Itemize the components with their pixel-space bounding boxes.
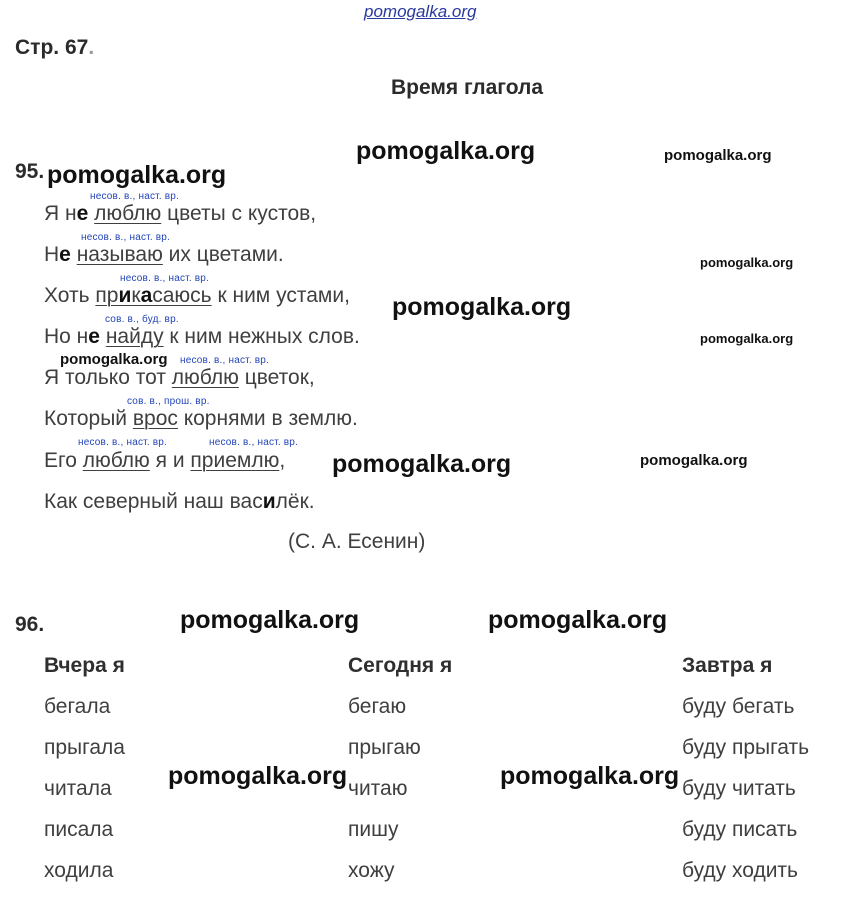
table-cell: буду ходить [682, 859, 798, 882]
poem-line-3: Хоть прикасаюсь к ним устами, [44, 284, 350, 307]
exercise-96-number: 96. [15, 613, 45, 636]
verb: приемлю [190, 449, 280, 472]
poem-line-2: Не называю их цветами. [44, 243, 284, 266]
watermark: pomogalka.org [392, 293, 572, 321]
watermark: pomogalka.org [664, 147, 772, 164]
watermark: pomogalka.org [332, 450, 512, 478]
verb: люблю [82, 449, 150, 472]
table-cell: буду писать [682, 818, 798, 841]
verb: найду [105, 325, 164, 348]
section-title: Время глагола [391, 76, 544, 99]
poem-line-1: Я не люблю цветы с кустов, [44, 202, 317, 225]
grammar-annotation: несов. в., наст. вр. [81, 232, 171, 243]
verb: люблю [94, 202, 162, 225]
watermark: pomogalka.org [168, 762, 348, 790]
table-cell: буду прыгать [682, 736, 810, 759]
table-cell: ходила [44, 859, 114, 882]
table-cell: читала [44, 777, 112, 800]
watermark: pomogalka.org [700, 255, 794, 270]
poem-line-6: Который врос корнями в землю. [44, 407, 358, 430]
poem-author: (С. А. Есенин) [288, 530, 426, 553]
poem-line-8: Как северный наш василёк. [44, 490, 315, 513]
verb: люблю [171, 366, 239, 389]
grammar-annotation: сов. в., буд. вр. [105, 314, 179, 325]
page-label: Стр. 67 [15, 36, 89, 59]
verb: называю [76, 243, 163, 266]
grammar-annotation: сов. в., прош. вр. [127, 396, 210, 407]
watermark: pomogalka.org [500, 762, 680, 790]
watermark: pomogalka.org [60, 351, 168, 368]
exercise-95-number: 95. [15, 160, 45, 183]
watermark: pomogalka.org [700, 331, 794, 346]
grammar-annotation: несов. в., наст. вр. [209, 437, 299, 448]
column-header: Сегодня я [348, 654, 453, 677]
watermark: pomogalka.org [640, 452, 748, 469]
table-cell: буду читать [682, 777, 796, 800]
watermark: pomogalka.org [356, 137, 536, 165]
table-cell: бегаю [348, 695, 407, 718]
grammar-annotation: несов. в., наст. вр. [78, 437, 168, 448]
table-cell: прыгала [44, 736, 125, 759]
table-cell: пишу [348, 818, 399, 841]
verb: врос [132, 407, 178, 430]
grammar-annotation: несов. в., наст. вр. [180, 355, 270, 366]
table-cell: буду бегать [682, 695, 795, 718]
table-cell: бегала [44, 695, 111, 718]
watermark: pomogalka.org [488, 606, 668, 634]
grammar-annotation: несов. в., наст. вр. [90, 191, 180, 202]
verb: прикасаюсь [95, 284, 212, 307]
site-link[interactable]: pomogalka.org [364, 2, 477, 21]
page-number [15, 36, 94, 60]
table-cell: читаю [348, 777, 408, 800]
grammar-annotation: несов. в., наст. вр. [120, 273, 210, 284]
watermark: pomogalka.org [47, 161, 227, 189]
table-cell: писала [44, 818, 114, 841]
poem-line-5: Я только тот люблю цветок, [44, 366, 315, 389]
poem-line-4: Но не найду к ним нежных слов. [44, 325, 360, 348]
table-cell: хожу [348, 859, 395, 882]
table-cell: прыгаю [348, 736, 421, 759]
watermark: pomogalka.org [180, 606, 360, 634]
page-dot: . [88, 36, 95, 59]
column-header: Завтра я [682, 654, 773, 677]
column-header: Вчера я [44, 654, 125, 677]
poem-line-7: Его люблю я и приемлю, [44, 449, 286, 472]
